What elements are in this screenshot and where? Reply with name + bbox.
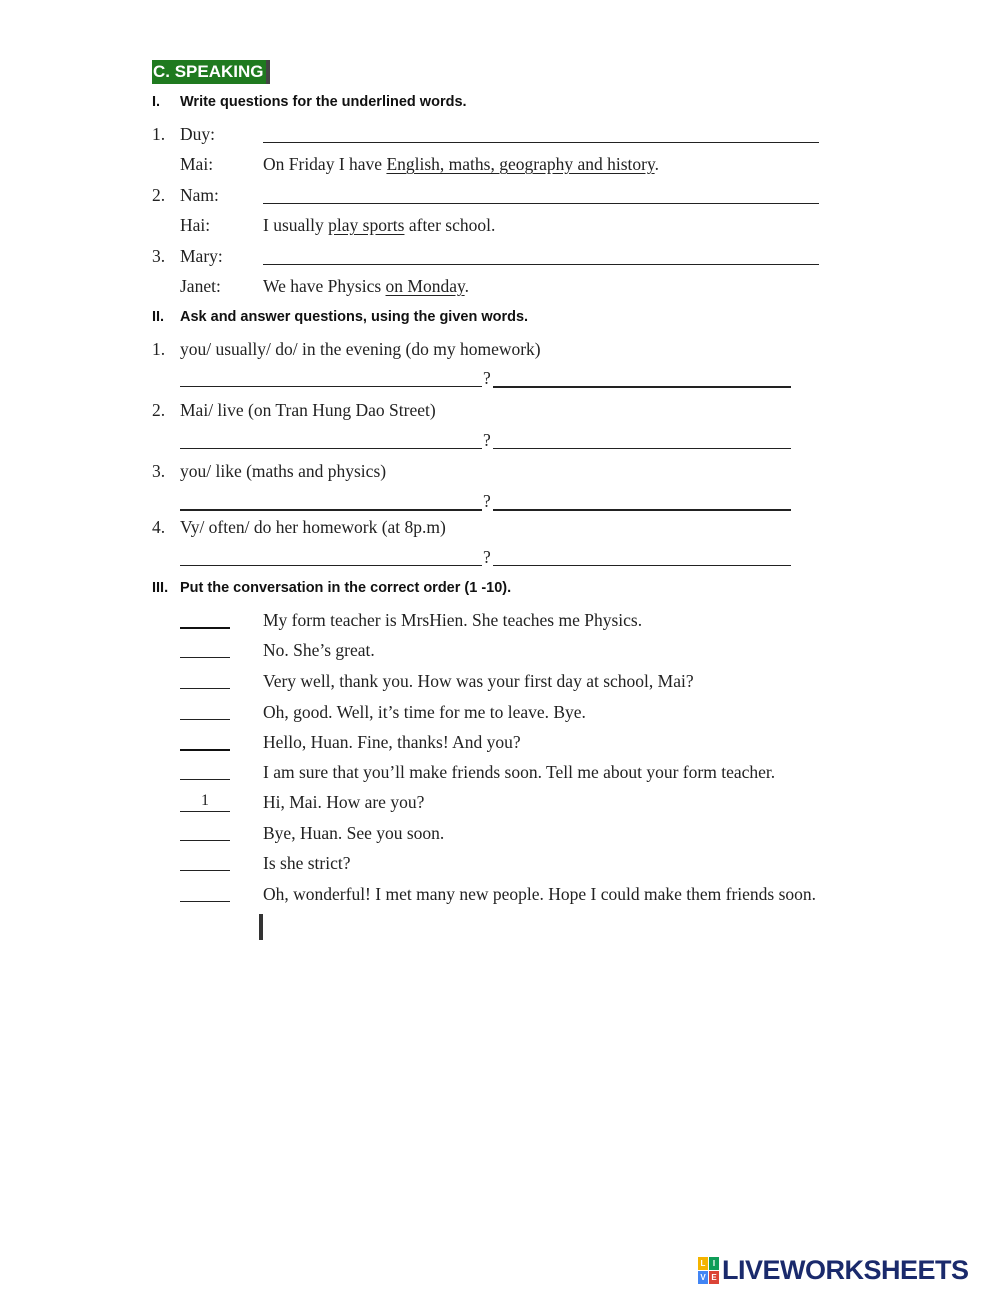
s1-item2-answer-text: I usually play sports after school. <box>263 215 496 235</box>
s1-item3-number: 3. <box>152 246 166 266</box>
s2-item1-number: 1. <box>152 339 166 359</box>
logo-icon <box>698 1257 719 1284</box>
s2-item3-qmark: ? <box>483 491 491 511</box>
badge-edge <box>266 60 270 84</box>
s1-item2-q-speaker: Nam: <box>180 185 219 205</box>
s2-item1-question-line[interactable] <box>180 386 482 387</box>
section1-number: I. <box>152 94 161 110</box>
logo-text: LIVEWORKSHEETS <box>722 1254 969 1285</box>
section3-title: Put the conversation in the correct order (1 -10). <box>180 580 512 596</box>
s2-item3-answer-line[interactable] <box>493 509 791 511</box>
s2-item3-prompt: you/ like (maths and physics) <box>180 461 387 481</box>
s1-item3-q-speaker: Mary: <box>180 246 223 266</box>
s1-item2-a-speaker: Hai: <box>180 215 211 235</box>
s2-item3-question-line[interactable] <box>180 509 482 511</box>
s1-item1-q-speaker: Duy: <box>180 124 215 144</box>
s2-item2-question-line[interactable] <box>180 448 482 449</box>
s1-item3-a-speaker: Janet: <box>180 276 221 296</box>
s2-item2-qmark: ? <box>483 430 491 450</box>
conversation-line-9: Is she strict? <box>263 853 351 873</box>
s2-item4-qmark: ? <box>483 547 491 567</box>
s2-item4-number: 4. <box>152 517 166 537</box>
conversation-line-10: Oh, wonderful! I met many new people. Hope I could make them friends soon. <box>263 884 817 904</box>
order-blank-4[interactable] <box>180 719 230 720</box>
s2-item4-answer-line[interactable] <box>493 565 791 566</box>
s1-item3-answer-text: We have Physics on Monday. <box>263 276 469 296</box>
logo-letter: E <box>709 1271 719 1284</box>
underlined-words: play sports <box>328 215 405 235</box>
s2-item4-question-line[interactable] <box>180 565 482 566</box>
section2-title: Ask and answer questions, using the given words. <box>180 309 529 325</box>
conversation-line-5: Hello, Huan. Fine, thanks! And you? <box>263 732 521 752</box>
conversation-line-3: Very well, thank you. How was your first day at school, Mai? <box>263 671 694 691</box>
s2-item2-prompt: Mai/ live (on Tran Hung Dao Street) <box>180 400 436 420</box>
logo-letter: V <box>698 1271 708 1284</box>
liveworksheets-logo <box>698 1256 969 1284</box>
underlined-words: on Monday <box>385 276 465 296</box>
s1-item2-answer-line[interactable] <box>263 203 819 204</box>
section-badge: C. SPEAKING <box>152 60 267 84</box>
s1-item1-a-speaker: Mai: <box>180 154 214 174</box>
s2-item4-prompt: Vy/ often/ do her homework (at 8p.m) <box>180 517 446 537</box>
conversation-line-1: My form teacher is MrsHien. She teaches me Physics. <box>263 610 643 630</box>
section2-number: II. <box>152 309 165 325</box>
logo-letter: I <box>709 1257 719 1270</box>
order-blank-10[interactable] <box>180 901 230 902</box>
order-blank-9[interactable] <box>180 870 230 871</box>
s1-item1-answer-line[interactable] <box>263 142 819 143</box>
s2-item1-qmark: ? <box>483 368 491 388</box>
order-blank-7[interactable] <box>180 811 230 812</box>
conversation-line-7: Hi, Mai. How are you? <box>263 792 425 812</box>
order-blank-6[interactable] <box>180 779 230 780</box>
s1-item2-number: 2. <box>152 185 166 205</box>
s1-item3-answer-line[interactable] <box>263 264 819 265</box>
s1-item1-answer-text: On Friday I have English, maths, geography and history. <box>263 154 659 174</box>
conversation-line-2: No. She’s great. <box>263 640 375 660</box>
conversation-line-8: Bye, Huan. See you soon. <box>263 823 445 843</box>
order-blank-8[interactable] <box>180 840 230 841</box>
section3-number: III. <box>152 580 169 596</box>
s2-item1-prompt: you/ usually/ do/ in the evening (do my homework) <box>180 339 541 359</box>
s2-item2-answer-line[interactable] <box>493 448 791 449</box>
order-blank-2[interactable] <box>180 657 230 658</box>
s2-item1-answer-line[interactable] <box>493 386 791 388</box>
conversation-line-6: I am sure that you’ll make friends soon. Tell me about your form teacher. <box>263 762 776 782</box>
s2-item2-number: 2. <box>152 400 166 420</box>
underlined-words: English, maths, geography and history <box>386 154 655 174</box>
text-cursor <box>259 914 263 940</box>
s2-item3-number: 3. <box>152 461 166 481</box>
order-blank-1[interactable] <box>180 627 230 629</box>
order-blank-3[interactable] <box>180 688 230 689</box>
order-blank-5[interactable] <box>180 749 230 751</box>
s1-item1-number: 1. <box>152 124 166 144</box>
section1-title: Write questions for the underlined words. <box>180 94 467 110</box>
conversation-line-4: Oh, good. Well, it’s time for me to leave. Bye. <box>263 702 586 722</box>
logo-letter: L <box>698 1257 708 1270</box>
order-answer-7: 1 <box>201 792 209 809</box>
